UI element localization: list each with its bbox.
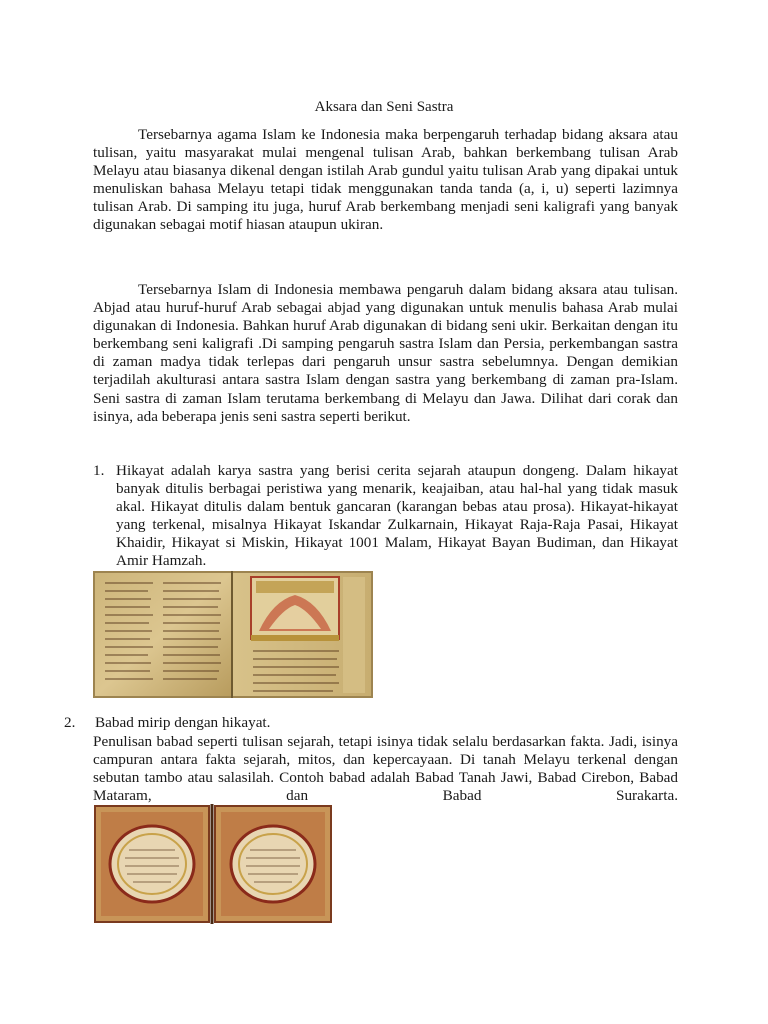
babad-manuscript-illustration bbox=[93, 804, 333, 924]
babad-manuscript-image bbox=[93, 804, 333, 924]
paragraph-1: Tersebarnya agama Islam ke Indonesia maka berpengaruh terhadap bidang aksara atau tulisan, yaitu masyarakat mulai mengenal tulisan Arab, bahkan berkembang tulisan Arab Melayu atau biasanya dikenal dengan istilah Arab gundul yaitu tulisan Arab yang dipakai untuk menuliskan bahasa Melayu tetapi tidak menggunakan tanda tanda (a, i, u) seperti lazimnya tulisan Arab. Di samping itu juga, huruf Arab berkembang menjadi seni kaligrafi yang banyak digunakan sebagai motif hiasan ataupun ukiran. bbox=[93, 126, 678, 234]
list-number-2: 2. bbox=[64, 714, 76, 731]
list-item-hikayat: Hikayat adalah karya sastra yang berisi cerita sejarah ataupun dongeng. Dalam hikayat banyak ditulis berbagai peristiwa yang menarik, keajaiban, atau hal-hal yang tidak masuk akal. Hikayat ditulis dalam bentuk gancaran (karangan bebas atau prosa). Hikayat-hikayat yang terkenal, misalnya Hikayat Iskandar Zulkarnain, Hikayat Raja-Raja Pasai, Hikayat Khaidir, Hikayat si Miskin, Hikayat 1001 Malam, Hikayat Bayan Budiman, dan Hikayat Amir Hamzah. bbox=[116, 462, 678, 570]
list-item-babad-heading: Babad mirip dengan hikayat. bbox=[95, 714, 271, 731]
page-title: Aksara dan Seni Sastra bbox=[314, 99, 454, 115]
list-item-babad: Penulisan babad seperti tulisan sejarah, tetapi isinya tidak selalu berdasarkan fakta. Jadi, isinya campuran antara fakta sejarah, mitos, dan kepercayaan. Di tanah Melayu terkenal dengan sebutan tambo atau salasilah. Contoh babad adalah Babad Tanah Jawi, Babad Cirebon, Babad Mataram, dan Babad Surakarta. bbox=[93, 733, 678, 805]
paragraph-2: Tersebarnya Islam di Indonesia membawa pengaruh dalam bidang aksara atau tulisan. Abjad atau huruf-huruf Arab sebagai abjad yang digunakan untuk menulis bahasa Arab mulai digunakan di Indonesia. Bahkan huruf Arab digunakan di bidang seni ukir. Berkaitan dengan itu berkembang seni kaligrafi .Di samping pengaruh sastra Islam dan Persia, perkembangan sastra di zaman madya tidak terlepas dari pengaruh unsur sastra sebelumnya. Dengan demikian terjadilah akulturasi antara sastra Islam dengan sastra yang berkembang di zaman pra-Islam. Seni sastra di zaman Islam terutama berkembang di Melayu dan Jawa. Dilihat dari corak dan isinya, ada beberapa jenis seni sastra seperti berikut. bbox=[93, 281, 678, 425]
list-number-1: 1. bbox=[93, 462, 105, 479]
hikayat-manuscript-image bbox=[93, 571, 373, 698]
hikayat-manuscript-illustration bbox=[93, 571, 373, 698]
